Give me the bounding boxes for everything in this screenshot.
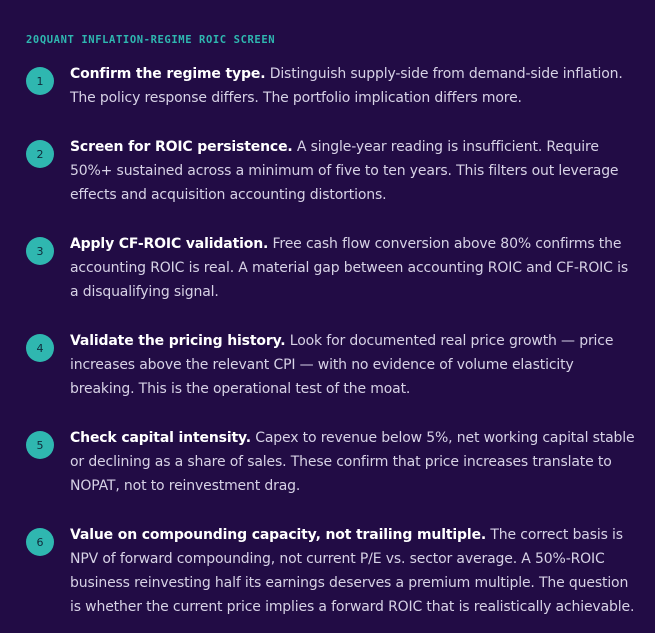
- step-lead: Apply CF-ROIC validation.: [70, 236, 269, 252]
- panel-eyebrow: 20QUANT INFLATION-REGIME ROIC SCREEN: [26, 34, 276, 46]
- step-body: Distinguish supply-side from demand-side inflation. The policy response differs. The portfolio implication differs more.: [70, 66, 623, 106]
- step-body: The correct basis is NPV of forward compounding, not current P/E vs. sector average. A 50%-ROIC business reinvesting half its earnings deserves a premium multiple. The question is whether the current price implies a forward ROIC that is realistically achievable.: [70, 527, 635, 615]
- step-item: [26, 334, 635, 415]
- step-item: [26, 140, 635, 221]
- step-lead: Confirm the regime type.: [70, 66, 266, 82]
- step-number-badge: 4: [26, 334, 54, 362]
- step-body: Capex to revenue below 5%, net working capital stable or declining as a share of sales. These confirm that price increases translate to NOPAT, not to reinvestment drag.: [70, 430, 635, 494]
- step-lead: Value on compounding capacity, not trailing multiple.: [70, 527, 487, 543]
- step-text: [70, 523, 635, 619]
- step-body: Free cash flow conversion above 80% confirms the accounting ROIC is real. A material gap between accounting ROIC and CF-ROIC is a disqualifying signal.: [70, 236, 628, 300]
- step-number-badge: 3: [26, 237, 54, 265]
- step-number-badge: 6: [26, 528, 54, 556]
- step-item: [26, 528, 635, 633]
- step-item: [26, 431, 635, 512]
- step-text: [70, 62, 635, 110]
- step-list: [26, 67, 635, 633]
- step-number-badge: 2: [26, 140, 54, 168]
- step-lead: Validate the pricing history.: [70, 333, 286, 349]
- step-text: [70, 329, 635, 401]
- step-body: Look for documented real price growth — price increases above the relevant CPI — with no evidence of volume elasticity breaking. This is the operational test of the moat.: [70, 333, 614, 397]
- step-item: [26, 67, 635, 124]
- step-text: [70, 232, 635, 304]
- step-text: [70, 135, 635, 207]
- step-number-badge: 5: [26, 431, 54, 459]
- step-lead: Check capital intensity.: [70, 430, 251, 446]
- step-item: [26, 237, 635, 318]
- step-body: A single-year reading is insufficient. Require 50%+ sustained across a minimum of five to ten years. This filters out leverage effects and acquisition accounting distortions.: [70, 139, 619, 203]
- step-lead: Screen for ROIC persistence.: [70, 139, 293, 155]
- step-text: [70, 426, 635, 498]
- step-number-badge: 1: [26, 67, 54, 95]
